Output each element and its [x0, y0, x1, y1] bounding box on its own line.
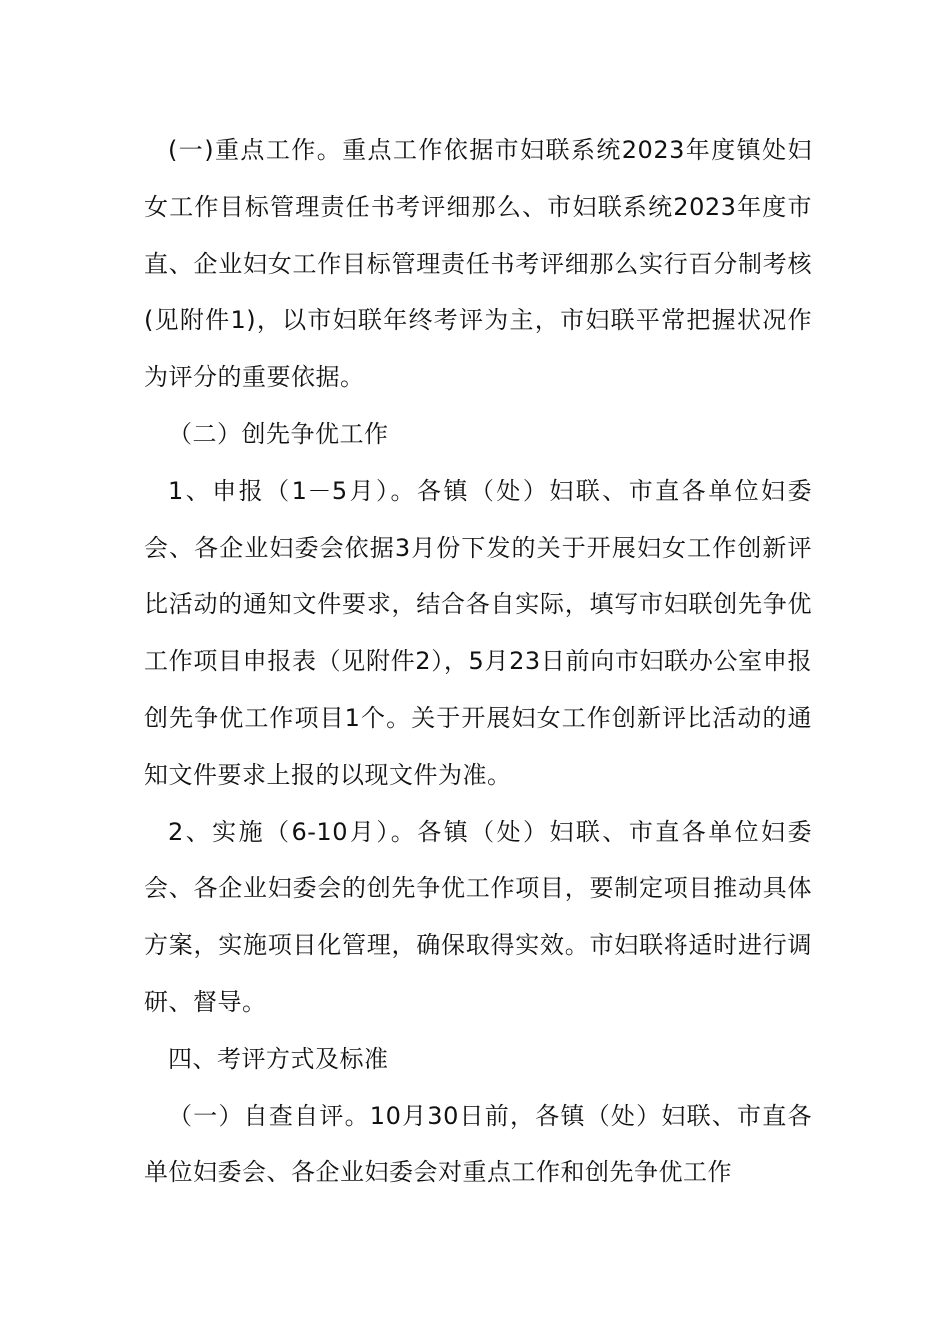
- paragraph-self-evaluation: （一）自查自评。10月30日前，各镇（处）妇联、市直各单位妇委会、各企业妇委会对重点工作和创先争优工作: [144, 1101, 812, 1187]
- heading-evaluation-methods: 四、考评方式及标准: [168, 1044, 389, 1073]
- heading-excellence-work: （二）创先争优工作: [168, 419, 389, 448]
- paragraph-key-work: (一)重点工作。重点工作依据市妇联系统2023年度镇处妇女工作目标管理责任书考评细那么、市妇联系统2023年度市直、企业妇女工作目标管理责任书考评细那么实行百分制考核(见附件1)，以市妇联年终考评为主，市妇联平常把握状况作为评分的重要依据。: [144, 136, 812, 392]
- document-body: [144, 122, 812, 1201]
- paragraph-declaration: 1、申报（1－5月）。各镇（处）妇联、市直各单位妇委会、各企业妇委会依据3月份下发的关于开展妇女工作创新评比活动的通知文件要求，结合各自实际，填写市妇联创先争优工作项目申报表（见附件2），5月23日前向市妇联办公室申报创先争优工作项目1个。关于开展妇女工作创新评比活动的通知文件要求上报的以现文件为准。: [144, 476, 812, 789]
- paragraph-implementation: 2、实施（6-10月）。各镇（处）妇联、市直各单位妇委会、各企业妇委会的创先争优工作项目，要制定项目推动具体方案，实施项目化管理，确保取得实效。市妇联将适时进行调研、督导。: [144, 817, 812, 1016]
